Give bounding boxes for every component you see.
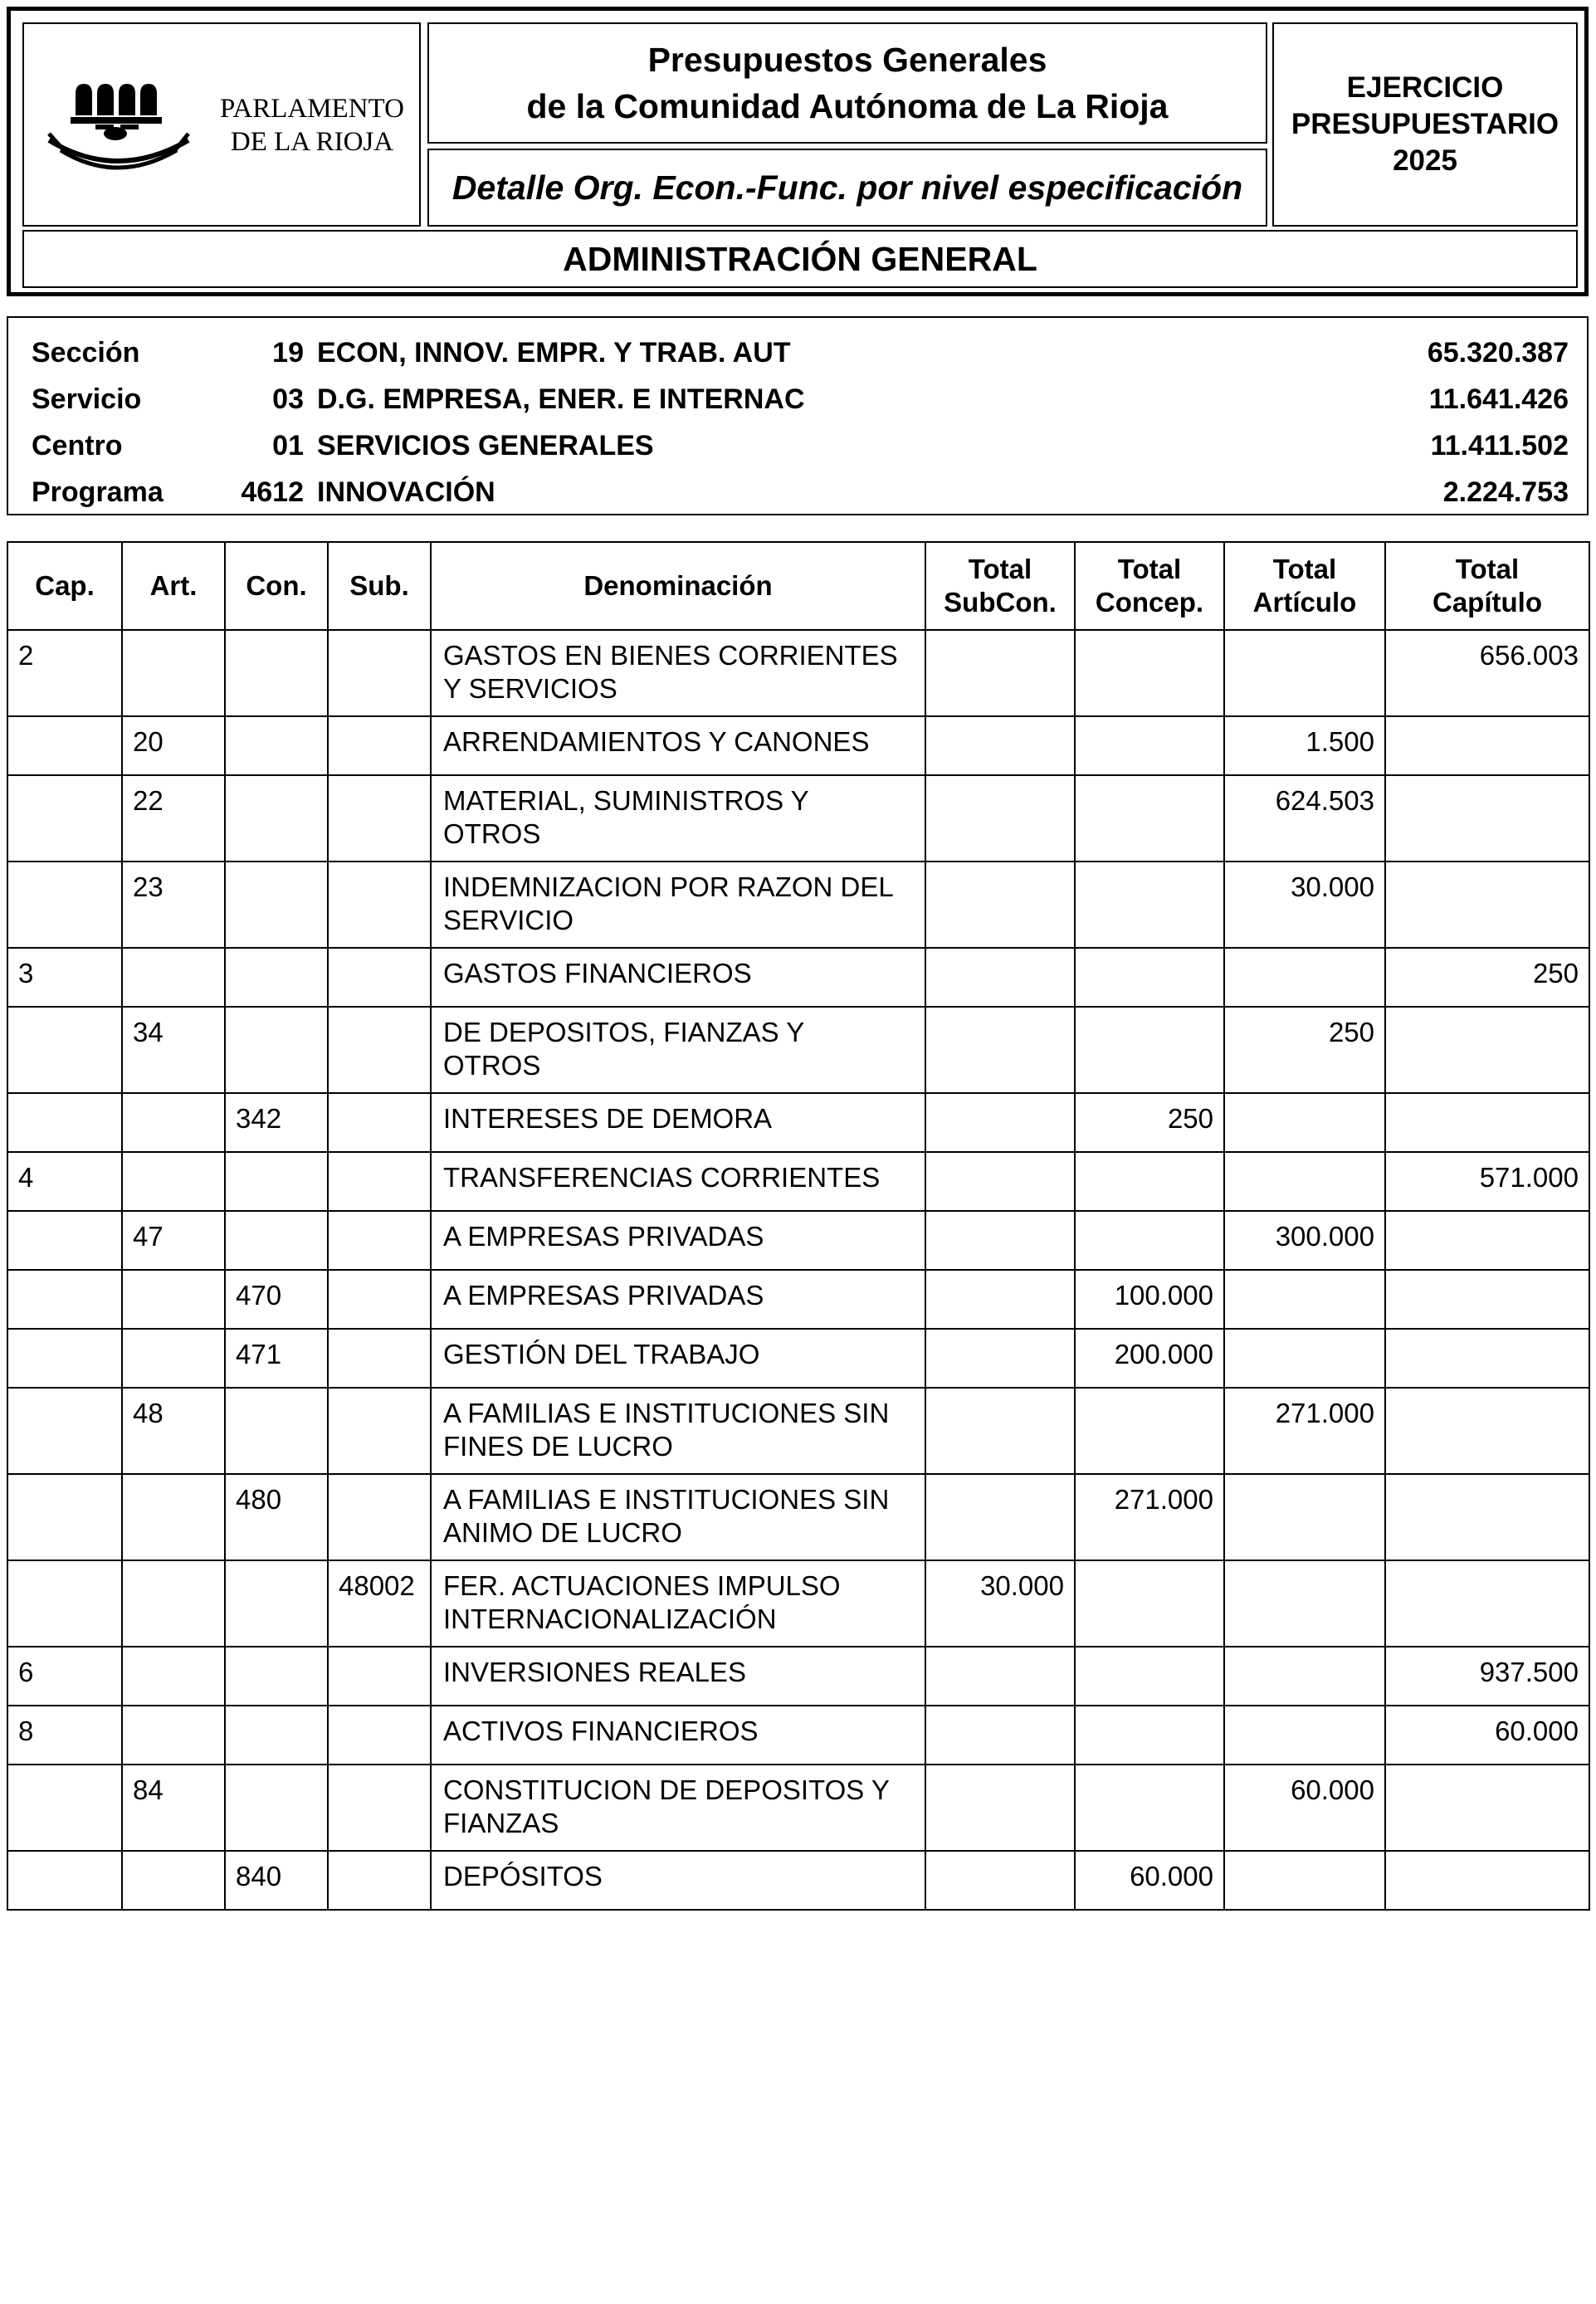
fiscal-year-line-1: EJERCICIO xyxy=(1346,71,1504,104)
cell-con xyxy=(225,775,328,862)
cell-total-concep: 271.000 xyxy=(1075,1474,1224,1560)
info-label: Servicio xyxy=(32,383,142,415)
cell-total-subcon xyxy=(925,1647,1075,1706)
cell-cap xyxy=(7,1851,122,1910)
table-row xyxy=(7,1706,1589,1765)
column-header-line: Sub. xyxy=(349,570,409,601)
parliament-emblem-icon xyxy=(42,72,217,180)
cell-total-capitulo xyxy=(1385,1560,1589,1647)
cell-denominacion xyxy=(431,1560,925,1647)
denominacion-line: A EMPRESAS PRIVADAS xyxy=(443,1280,764,1311)
denominacion-line: INTERESES DE DEMORA xyxy=(443,1103,773,1134)
table-row xyxy=(7,1647,1589,1706)
cell-total-articulo xyxy=(1224,1647,1385,1706)
column-header-line: Total xyxy=(1455,554,1520,584)
cell-cap xyxy=(7,716,122,775)
cell-total-subcon xyxy=(925,1474,1075,1560)
cell-total-concep: 100.000 xyxy=(1075,1270,1224,1329)
info-row-programa xyxy=(8,471,1587,514)
cell-total-concep: 200.000 xyxy=(1075,1329,1224,1388)
cell-con xyxy=(225,1765,328,1851)
cell-con xyxy=(225,1152,328,1211)
cell-total-capitulo xyxy=(1385,1388,1589,1474)
cell-con xyxy=(225,630,328,716)
cell-total-capitulo xyxy=(1385,862,1589,948)
denominacion-line: SERVICIO xyxy=(443,905,574,935)
cell-cap: 6 xyxy=(7,1647,122,1706)
organizational-summary xyxy=(7,316,1589,515)
cell-total-concep xyxy=(1075,716,1224,775)
cell-cap xyxy=(7,1211,122,1270)
cell-total-articulo: 30.000 xyxy=(1224,862,1385,948)
cell-con xyxy=(225,1706,328,1765)
cell-art: 23 xyxy=(122,862,225,948)
denominacion-line: A EMPRESAS PRIVADAS xyxy=(443,1221,764,1252)
cell-total-concep xyxy=(1075,775,1224,862)
cell-sub xyxy=(328,1851,431,1910)
denominacion-line: MATERIAL, SUMINISTROS Y xyxy=(443,785,809,816)
cell-total-concep xyxy=(1075,1388,1224,1474)
cell-denominacion xyxy=(431,1706,925,1765)
document-subtitle: Detalle Org. Econ.-Func. por nivel especificación xyxy=(451,168,1243,207)
cell-total-capitulo xyxy=(1385,1765,1589,1851)
cell-art: 48 xyxy=(122,1388,225,1474)
cell-art xyxy=(122,1270,225,1329)
denominacion-line: A FAMILIAS E INSTITUCIONES SIN xyxy=(443,1484,890,1515)
info-code: 03 xyxy=(272,383,304,415)
cell-denominacion xyxy=(431,862,925,948)
administration-title: ADMINISTRACIÓN GENERAL xyxy=(563,239,1037,278)
denominacion-line: TRANSFERENCIAS CORRIENTES xyxy=(443,1162,881,1193)
cell-cap xyxy=(7,1560,122,1647)
cell-con xyxy=(225,1211,328,1270)
column-header-line: Capítulo xyxy=(1432,587,1542,617)
info-amount: 2.224.753 xyxy=(1442,476,1569,508)
column-header-line: Con. xyxy=(246,570,307,601)
cell-con: 470 xyxy=(225,1270,328,1329)
cell-con xyxy=(225,948,328,1007)
cell-con xyxy=(225,1647,328,1706)
cell-total-concep xyxy=(1075,1152,1224,1211)
document-subtitle-box xyxy=(427,149,1267,227)
denominacion-line: FIANZAS xyxy=(443,1808,559,1838)
denominacion-line: ARRENDAMIENTOS Y CANONES xyxy=(443,726,870,757)
cell-total-concep xyxy=(1075,1647,1224,1706)
info-label: Sección xyxy=(32,337,140,369)
info-label: Centro xyxy=(32,430,123,461)
table-row xyxy=(7,775,1589,862)
cell-cap xyxy=(7,1474,122,1560)
table-row xyxy=(7,1851,1589,1910)
cell-total-subcon xyxy=(925,1706,1075,1765)
cell-total-articulo xyxy=(1224,1152,1385,1211)
table-row xyxy=(7,1211,1589,1270)
cell-denominacion xyxy=(431,1765,925,1851)
logo-line-1: PARLAMENTO xyxy=(220,94,404,124)
logo-box xyxy=(22,22,421,227)
cell-total-subcon xyxy=(925,1388,1075,1474)
cell-sub xyxy=(328,1329,431,1388)
column-header-line: SubCon. xyxy=(944,587,1057,617)
table-row xyxy=(7,1474,1589,1560)
cell-total-capitulo xyxy=(1385,716,1589,775)
cell-art xyxy=(122,630,225,716)
cell-total-concep xyxy=(1075,1765,1224,1851)
cell-art: 34 xyxy=(122,1007,225,1093)
cell-total-subcon xyxy=(925,716,1075,775)
document-header xyxy=(7,7,1589,296)
cell-con xyxy=(225,862,328,948)
budget-detail-table xyxy=(7,541,1590,1911)
cell-cap xyxy=(7,1007,122,1093)
denominacion-line: INVERSIONES REALES xyxy=(443,1657,746,1687)
denominacion-line: OTROS xyxy=(443,1050,541,1081)
cell-sub: 48002 xyxy=(328,1560,431,1647)
cell-total-articulo: 300.000 xyxy=(1224,1211,1385,1270)
cell-sub xyxy=(328,1388,431,1474)
cell-sub xyxy=(328,862,431,948)
table-row xyxy=(7,1329,1589,1388)
cell-con: 840 xyxy=(225,1851,328,1910)
cell-cap xyxy=(7,1093,122,1152)
column-header-line: Art. xyxy=(149,570,198,601)
column-header-line: Concep. xyxy=(1095,587,1204,617)
cell-total-concep xyxy=(1075,862,1224,948)
cell-total-concep xyxy=(1075,1007,1224,1093)
cell-total-concep xyxy=(1075,630,1224,716)
cell-total-capitulo: 60.000 xyxy=(1385,1706,1589,1765)
cell-total-capitulo: 656.003 xyxy=(1385,630,1589,716)
info-amount: 65.320.387 xyxy=(1427,337,1569,369)
cell-total-capitulo: 250 xyxy=(1385,948,1589,1007)
cell-total-capitulo xyxy=(1385,1270,1589,1329)
cell-total-articulo xyxy=(1224,1093,1385,1152)
cell-art xyxy=(122,1152,225,1211)
fiscal-year-line-2: PRESUPUESTARIO xyxy=(1291,108,1559,140)
cell-denominacion xyxy=(431,948,925,1007)
cell-total-articulo xyxy=(1224,1706,1385,1765)
cell-total-capitulo: 571.000 xyxy=(1385,1152,1589,1211)
cell-denominacion xyxy=(431,1007,925,1093)
fiscal-year-value: 2025 xyxy=(1393,144,1457,177)
table-row xyxy=(7,1388,1589,1474)
cell-denominacion xyxy=(431,1647,925,1706)
cell-total-articulo: 60.000 xyxy=(1224,1765,1385,1851)
table-header-row xyxy=(7,542,1589,630)
column-header-total-capitulo xyxy=(1385,542,1589,630)
cell-total-articulo xyxy=(1224,1474,1385,1560)
cell-sub xyxy=(328,1270,431,1329)
fiscal-year-box xyxy=(1272,22,1578,227)
cell-cap xyxy=(7,1329,122,1388)
cell-total-subcon xyxy=(925,1093,1075,1152)
cell-con: 471 xyxy=(225,1329,328,1388)
cell-cap: 8 xyxy=(7,1706,122,1765)
column-header-denominacion xyxy=(431,542,925,630)
table-row xyxy=(7,1765,1589,1851)
cell-total-subcon xyxy=(925,1007,1075,1093)
cell-con: 480 xyxy=(225,1474,328,1560)
cell-art xyxy=(122,948,225,1007)
cell-con xyxy=(225,1388,328,1474)
cell-total-concep: 250 xyxy=(1075,1093,1224,1152)
denominacion-line: DE DEPOSITOS, FIANZAS Y xyxy=(443,1017,805,1047)
info-name: D.G. EMPRESA, ENER. E INTERNAC xyxy=(317,383,805,415)
info-name: ECON, INNOV. EMPR. Y TRAB. AUT xyxy=(317,337,791,369)
cell-con: 342 xyxy=(225,1093,328,1152)
table-row xyxy=(7,1270,1589,1329)
column-header-total-subcon xyxy=(925,542,1075,630)
cell-con xyxy=(225,1560,328,1647)
table-row xyxy=(7,1560,1589,1647)
cell-cap xyxy=(7,1270,122,1329)
info-code: 01 xyxy=(272,430,304,461)
info-code: 19 xyxy=(272,337,304,369)
info-name: INNOVACIÓN xyxy=(317,476,495,508)
cell-total-concep xyxy=(1075,948,1224,1007)
cell-total-articulo xyxy=(1224,1560,1385,1647)
cell-cap xyxy=(7,1765,122,1851)
cell-art xyxy=(122,1329,225,1388)
denominacion-line: FINES DE LUCRO xyxy=(443,1431,673,1462)
cell-total-subcon xyxy=(925,862,1075,948)
cell-cap xyxy=(7,775,122,862)
cell-total-articulo xyxy=(1224,948,1385,1007)
cell-total-subcon: 30.000 xyxy=(925,1560,1075,1647)
cell-total-articulo: 250 xyxy=(1224,1007,1385,1093)
cell-denominacion xyxy=(431,1329,925,1388)
cell-denominacion xyxy=(431,1152,925,1211)
info-row-servicio xyxy=(8,378,1587,421)
cell-art: 22 xyxy=(122,775,225,862)
cell-denominacion xyxy=(431,1851,925,1910)
cell-denominacion xyxy=(431,1270,925,1329)
cell-sub xyxy=(328,716,431,775)
document-title xyxy=(427,22,1267,144)
denominacion-line: DEPÓSITOS xyxy=(443,1861,603,1892)
table-row xyxy=(7,862,1589,948)
cell-total-concep xyxy=(1075,1560,1224,1647)
info-amount: 11.411.502 xyxy=(1430,430,1569,461)
cell-sub xyxy=(328,630,431,716)
cell-sub xyxy=(328,1647,431,1706)
cell-sub xyxy=(328,1706,431,1765)
column-header-line: Artículo xyxy=(1252,587,1357,617)
cell-total-concep xyxy=(1075,1706,1224,1765)
cell-total-articulo: 624.503 xyxy=(1224,775,1385,862)
cell-art xyxy=(122,1706,225,1765)
table-body xyxy=(7,630,1589,1910)
cell-art xyxy=(122,1560,225,1647)
title-line-2: de la Comunidad Autónoma de La Rioja xyxy=(526,87,1169,125)
cell-total-articulo xyxy=(1224,1329,1385,1388)
cell-art: 84 xyxy=(122,1765,225,1851)
cell-total-articulo: 271.000 xyxy=(1224,1388,1385,1474)
column-header-total-concep xyxy=(1075,542,1224,630)
cell-total-subcon xyxy=(925,630,1075,716)
denominacion-line: GESTIÓN DEL TRABAJO xyxy=(443,1339,760,1369)
column-header-art xyxy=(122,542,225,630)
denominacion-line: OTROS xyxy=(443,818,541,849)
cell-denominacion xyxy=(431,775,925,862)
info-row-centro xyxy=(8,424,1587,467)
cell-sub xyxy=(328,1093,431,1152)
cell-art xyxy=(122,1647,225,1706)
denominacion-line: INTERNACIONALIZACIÓN xyxy=(443,1604,777,1634)
cell-total-capitulo xyxy=(1385,1007,1589,1093)
table-row xyxy=(7,1093,1589,1152)
column-header-line: Total xyxy=(968,554,1032,584)
cell-total-subcon xyxy=(925,775,1075,862)
cell-sub xyxy=(328,775,431,862)
denominacion-line: FER. ACTUACIONES IMPULSO xyxy=(443,1570,841,1601)
cell-sub xyxy=(328,1474,431,1560)
table-row xyxy=(7,1007,1589,1093)
administration-banner xyxy=(22,230,1578,288)
info-amount: 11.641.426 xyxy=(1428,383,1569,415)
cell-sub xyxy=(328,1765,431,1851)
cell-sub xyxy=(328,948,431,1007)
column-header-cap xyxy=(7,542,122,630)
cell-total-articulo xyxy=(1224,1851,1385,1910)
cell-total-capitulo: 937.500 xyxy=(1385,1647,1589,1706)
title-line-1: Presupuestos Generales xyxy=(647,41,1047,79)
column-header-line: Total xyxy=(1272,554,1337,584)
cell-total-subcon xyxy=(925,1270,1075,1329)
cell-art: 20 xyxy=(122,716,225,775)
cell-total-concep xyxy=(1075,1211,1224,1270)
cell-denominacion xyxy=(431,716,925,775)
cell-con xyxy=(225,1007,328,1093)
logo-line-2: DE LA RIOJA xyxy=(230,127,394,157)
cell-art xyxy=(122,1093,225,1152)
cell-total-capitulo xyxy=(1385,1474,1589,1560)
cell-sub xyxy=(328,1152,431,1211)
cell-total-articulo xyxy=(1224,1270,1385,1329)
info-name: SERVICIOS GENERALES xyxy=(317,430,654,461)
cell-total-concep: 60.000 xyxy=(1075,1851,1224,1910)
cell-sub xyxy=(328,1211,431,1270)
cell-total-capitulo xyxy=(1385,1329,1589,1388)
denominacion-line: GASTOS FINANCIEROS xyxy=(443,958,752,988)
denominacion-line: A FAMILIAS E INSTITUCIONES SIN xyxy=(443,1398,890,1428)
logo-wordmark xyxy=(208,92,416,159)
cell-con xyxy=(225,716,328,775)
cell-denominacion xyxy=(431,1388,925,1474)
cell-sub xyxy=(328,1007,431,1093)
column-header-sub xyxy=(328,542,431,630)
denominacion-line: INDEMNIZACION POR RAZON DEL xyxy=(443,871,894,902)
cell-art xyxy=(122,1474,225,1560)
cell-total-capitulo xyxy=(1385,1093,1589,1152)
column-header-line: Denominación xyxy=(583,570,773,601)
info-row-seccion xyxy=(8,331,1587,374)
denominacion-line: ANIMO DE LUCRO xyxy=(443,1517,682,1548)
cell-total-subcon xyxy=(925,1329,1075,1388)
cell-cap: 4 xyxy=(7,1152,122,1211)
cell-total-subcon xyxy=(925,1152,1075,1211)
table-row xyxy=(7,630,1589,716)
cell-denominacion xyxy=(431,1093,925,1152)
cell-cap xyxy=(7,862,122,948)
column-header-total-articulo xyxy=(1224,542,1385,630)
cell-denominacion xyxy=(431,1474,925,1560)
table-row xyxy=(7,716,1589,775)
info-label: Programa xyxy=(32,476,164,508)
cell-total-articulo: 1.500 xyxy=(1224,716,1385,775)
cell-cap: 2 xyxy=(7,630,122,716)
info-code: 4612 xyxy=(241,476,304,508)
cell-total-subcon xyxy=(925,1211,1075,1270)
table-row xyxy=(7,1152,1589,1211)
cell-total-subcon xyxy=(925,1765,1075,1851)
cell-total-capitulo xyxy=(1385,1851,1589,1910)
cell-cap: 3 xyxy=(7,948,122,1007)
denominacion-line: GASTOS EN BIENES CORRIENTES xyxy=(443,640,898,671)
cell-total-capitulo xyxy=(1385,1211,1589,1270)
cell-art: 47 xyxy=(122,1211,225,1270)
cell-total-subcon xyxy=(925,948,1075,1007)
cell-denominacion xyxy=(431,1211,925,1270)
denominacion-line: ACTIVOS FINANCIEROS xyxy=(443,1716,759,1746)
cell-art xyxy=(122,1851,225,1910)
cell-total-capitulo xyxy=(1385,775,1589,862)
cell-denominacion xyxy=(431,630,925,716)
table-row xyxy=(7,948,1589,1007)
column-header-line: Total xyxy=(1117,554,1182,584)
denominacion-line: Y SERVICIOS xyxy=(443,673,617,704)
cell-cap xyxy=(7,1388,122,1474)
column-header-line: Cap. xyxy=(35,570,95,601)
cell-total-articulo xyxy=(1224,630,1385,716)
column-header-con xyxy=(225,542,328,630)
denominacion-line: CONSTITUCION DE DEPOSITOS Y xyxy=(443,1774,890,1805)
cell-total-subcon xyxy=(925,1851,1075,1910)
